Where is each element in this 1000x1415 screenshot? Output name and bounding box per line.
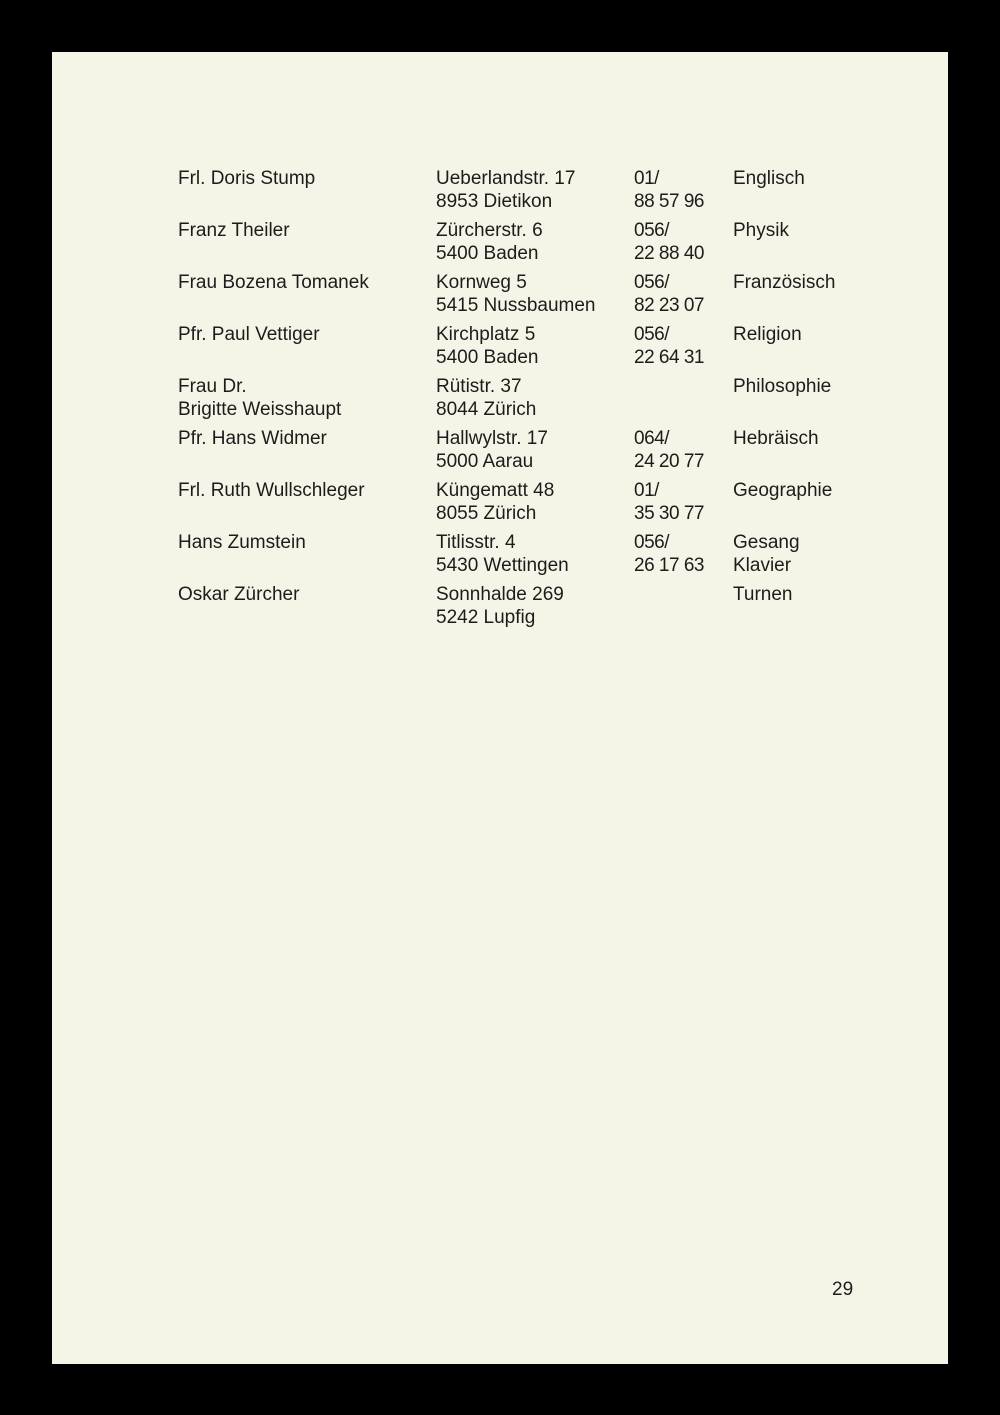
entry-address-line: 5400 Baden	[436, 347, 539, 368]
entry-phone-line: 056/	[634, 220, 669, 241]
entry-address	[436, 583, 564, 629]
entry-phone-line: 064/	[634, 428, 669, 449]
entry-subject-line: Geographie	[733, 480, 833, 501]
directory-entry	[52, 167, 948, 217]
entry-name-line: Pfr. Paul Vettiger	[178, 324, 320, 345]
entry-subject	[733, 375, 831, 398]
entry-name	[178, 167, 315, 190]
entry-address	[436, 531, 569, 577]
directory-entry	[52, 427, 948, 477]
entry-name	[178, 323, 320, 346]
entry-phone-line: 01/	[634, 480, 659, 501]
entry-phone-line: 24 20 77	[634, 451, 704, 472]
entry-subject	[733, 583, 793, 606]
entry-phone	[634, 479, 704, 525]
entry-name	[178, 583, 299, 606]
entry-name-line: Hans Zumstein	[178, 532, 306, 553]
entry-name-line: Oskar Zürcher	[178, 584, 300, 605]
entry-address	[436, 271, 596, 317]
directory-entry	[52, 271, 948, 321]
entry-phone-line: 26 17 63	[634, 555, 704, 576]
entry-address-line: 5430 Wettingen	[436, 555, 569, 576]
entry-phone	[634, 531, 704, 577]
entry-name	[178, 531, 306, 554]
entry-phone	[634, 219, 704, 265]
directory-entry	[52, 375, 948, 425]
entry-name	[178, 375, 341, 421]
entry-name-line: Frl. Ruth Wullschleger	[178, 480, 365, 501]
entry-name	[178, 479, 365, 502]
entry-subject-line: Klavier	[733, 555, 792, 576]
entry-phone	[634, 427, 704, 473]
entry-subject-line: Gesang	[733, 532, 800, 553]
entry-address-line: 5242 Lupfig	[436, 607, 536, 628]
entry-subject	[733, 323, 802, 346]
entry-address	[436, 323, 539, 369]
directory-entry	[52, 479, 948, 529]
entry-subject	[733, 479, 832, 502]
entry-subject-line: Hebräisch	[733, 428, 819, 449]
entry-phone-line: 22 64 31	[634, 347, 704, 368]
entry-address-line: 8044 Zürich	[436, 399, 537, 420]
entry-address-line: 8055 Zürich	[436, 503, 537, 524]
entry-subject-line: Englisch	[733, 168, 805, 189]
entry-subject-line: Turnen	[733, 584, 793, 605]
entry-address-line: Titlisstr. 4	[436, 532, 516, 553]
entry-address	[436, 167, 575, 213]
entry-phone-line: 22 88 40	[634, 243, 704, 264]
entry-phone	[634, 271, 704, 317]
entry-address-line: Kornweg 5	[436, 272, 527, 293]
entry-phone-line: 88 57 96	[634, 191, 704, 212]
entry-address	[436, 427, 548, 473]
entry-phone	[634, 167, 704, 213]
entry-address	[436, 219, 543, 265]
entry-name-line: Franz Theiler	[178, 220, 290, 241]
entry-address-line: Sonnhalde 269	[436, 584, 564, 605]
entry-phone-line: 056/	[634, 272, 669, 293]
directory-entry	[52, 583, 948, 633]
entry-address-line: Kirchplatz 5	[436, 324, 536, 345]
entry-subject	[733, 167, 805, 190]
entry-name	[178, 271, 369, 294]
entry-subject	[733, 531, 800, 577]
entry-subject	[733, 271, 835, 294]
entry-phone-line: 056/	[634, 532, 669, 553]
entry-address	[436, 375, 536, 421]
directory-entry	[52, 219, 948, 269]
entry-phone	[634, 323, 704, 369]
entry-name-line: Frau Dr.	[178, 376, 247, 397]
entry-address-line: Rütistr. 37	[436, 376, 522, 397]
entry-subject-line: Philosophie	[733, 376, 832, 397]
entry-address-line: 5400 Baden	[436, 243, 539, 264]
entry-subject-line: Religion	[733, 324, 802, 345]
entry-phone-line: 82 23 07	[634, 295, 704, 316]
entry-address-line: Ueberlandstr. 17	[436, 168, 576, 189]
document-page	[52, 52, 948, 1364]
entry-subject-line: Französisch	[733, 272, 836, 293]
entry-address-line: 5000 Aarau	[436, 451, 534, 472]
entry-address-line: 5415 Nussbaumen	[436, 295, 596, 316]
entry-address-line: Küngematt 48	[436, 480, 555, 501]
entry-name-line: Pfr. Hans Widmer	[178, 428, 327, 449]
entry-name-line: Brigitte Weisshaupt	[178, 399, 342, 420]
entry-address	[436, 479, 554, 525]
entry-name-line: Frl. Doris Stump	[178, 168, 316, 189]
directory-entry	[52, 323, 948, 373]
entry-address-line: 8953 Dietikon	[436, 191, 553, 212]
entry-name-line: Frau Bozena Tomanek	[178, 272, 369, 293]
entry-subject	[733, 427, 819, 450]
entry-subject	[733, 219, 789, 242]
page-number: 29	[832, 1279, 854, 1300]
entry-name	[178, 219, 290, 242]
entry-phone-line: 01/	[634, 168, 659, 189]
entry-subject-line: Physik	[733, 220, 789, 241]
entry-phone-line: 056/	[634, 324, 669, 345]
directory-entry	[52, 531, 948, 581]
entry-name	[178, 427, 327, 450]
entry-address-line: Hallwylstr. 17	[436, 428, 548, 449]
entry-phone-line: 35 30 77	[634, 503, 704, 524]
entry-address-line: Zürcherstr. 6	[436, 220, 543, 241]
